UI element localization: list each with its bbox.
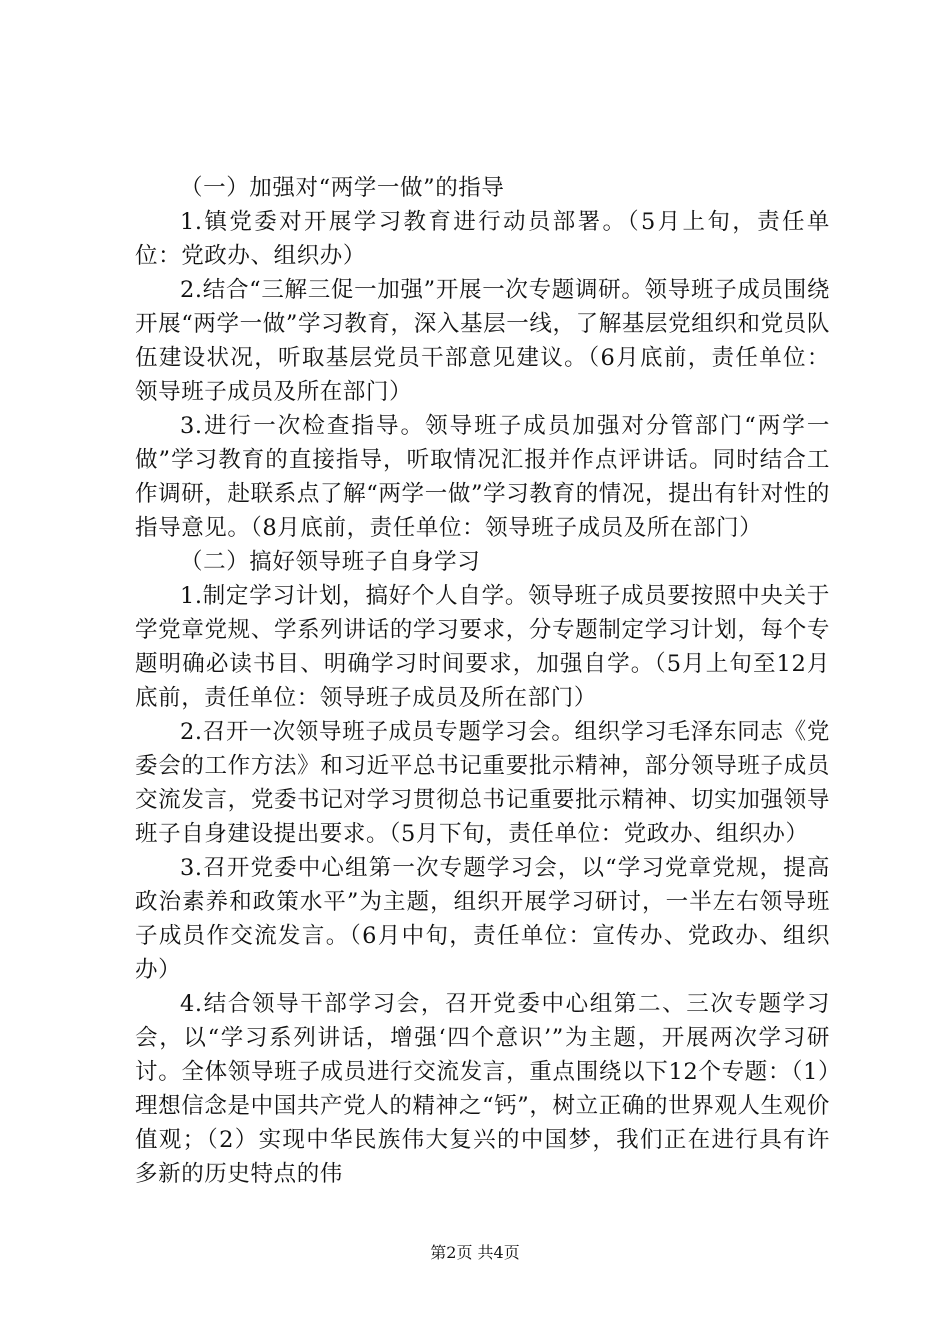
body-paragraph: 1.制定学习计划，搞好个人自学。领导班子成员要按照中央关于学党章党规、学系列讲话的学习要求，分专题制定学习计划，每个专题明确必读书目、明确学习时间要求，加强自学。（5月上旬至12月底前，责任单位：领导班子成员及所在部门） — [135, 583, 830, 711]
page-footer: 第2页 共4页 — [430, 1243, 520, 1262]
section-heading-2: （二）搞好领导班子自身学习 — [180, 549, 481, 575]
body-paragraph: 4.结合领导干部学习会，召开党委中心组第二、三次专题学习会，以“学习系列讲话，增强‘四个意识’”为主题，开展两次学习研讨。全体领导班子成员进行交流发言，重点围绕以下12个专题：（1）理想信念是中国共产党人的精神之“钙”，树立正确的世界观人生观价值观；（2）实现中华民族伟大复兴的中国梦，我们正在进行具有许多新的历史特点的伟 — [135, 991, 830, 1187]
body-paragraph: 3.进行一次检查指导。领导班子成员加强对分管部门“两学一做”学习教育的直接指导，听取情况汇报并作点评讲话。同时结合工作调研，赴联系点了解“两学一做”学习教育的情况，提出有针对性的指导意见。（8月底前，责任单位：领导班子成员及所在部门） — [135, 413, 830, 541]
document-body — [135, 171, 830, 1191]
body-paragraph: 2.召开一次领导班子成员专题学习会。组织学习毛泽东同志《党委会的工作方法》和习近平总书记重要批示精神，部分领导班子成员交流发言，党委书记对学习贯彻总书记重要批示精神、切实加强领导班子自身建设提出要求。（5月下旬，责任单位：党政办、组织办） — [135, 719, 830, 847]
body-paragraph: 1.镇党委对开展学习教育进行动员部署。（5月上旬，责任单位：党政办、组织办） — [135, 209, 830, 269]
section-heading-1: （一）加强对“两学一做”的指导 — [180, 175, 505, 201]
body-paragraph: 2.结合“三解三促一加强”开展一次专题调研。领导班子成员围绕开展“两学一做”学习教育，深入基层一线，了解基层党组织和党员队伍建设状况，听取基层党员干部意见建议。（6月底前，责任单位：领导班子成员及所在部门） — [135, 277, 830, 405]
body-paragraph: 3.召开党委中心组第一次专题学习会，以“学习党章党规，提高政治素养和政策水平”为主题，组织开展学习研讨，一半左右领导班子成员作交流发言。（6月中旬，责任单位：宣传办、党政办、组织办） — [135, 855, 830, 983]
